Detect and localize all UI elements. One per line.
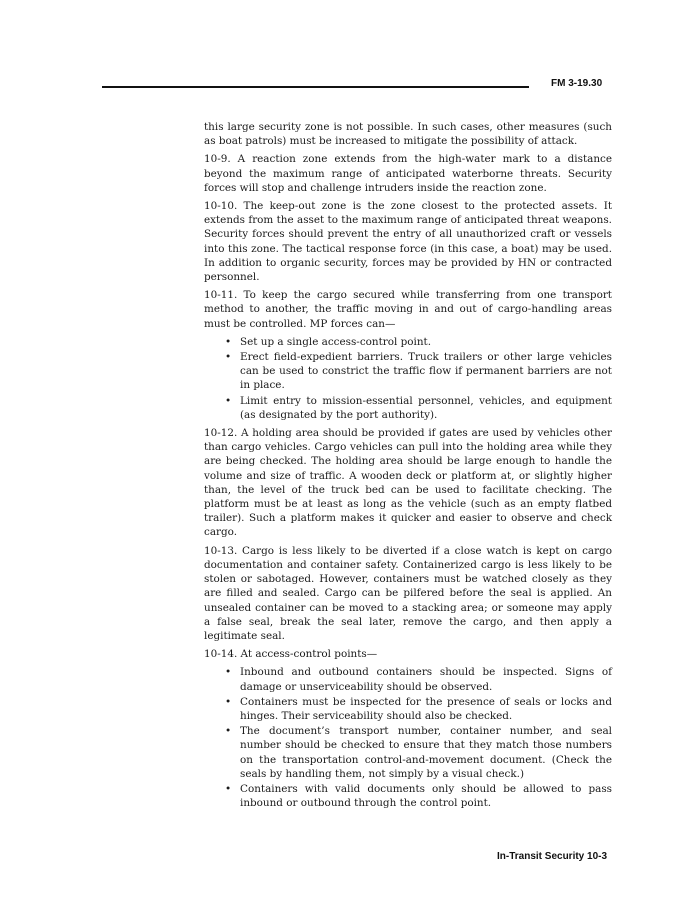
bullet-marker: •	[225, 335, 232, 348]
paragraph-10-9: 10-9. A reaction zone extends from the high-water mark to a distance beyond the maximum range of anticipated waterborne threats. Security forces will stop and challenge intruders inside the reaction zone.	[204, 153, 612, 194]
bullet-marker: •	[225, 725, 232, 738]
list-item	[225, 335, 612, 349]
bullet-marker: •	[225, 394, 232, 407]
list-item-text: Erect field-expedient barriers. Truck trailers or other large vehicles can be used to constrict the traffic flow if permanent barriers are not in place.	[240, 351, 612, 392]
bullet-marker: •	[225, 666, 232, 679]
list-item	[225, 350, 612, 393]
list-item-text: The document’s transport number, container number, and seal number should be checked to ensure that they match those numbers on the transportation control-and-movement document. (Check the seals by handling them, not simply by a visual check.)	[240, 725, 612, 780]
body-text	[204, 120, 612, 814]
list-item-text: Limit entry to mission-essential personnel, vehicles, and equipment (as designated by the port authority).	[240, 394, 612, 421]
bullet-list-10-11	[204, 335, 612, 422]
bullet-marker: •	[225, 351, 232, 364]
bullet-marker: •	[225, 782, 232, 795]
paragraph-continuation: this large security zone is not possible. In such cases, other measures (such as boat patrols) must be increased to mitigate the possibility of attack.	[204, 121, 612, 148]
list-item	[225, 695, 612, 723]
bullet-list-10-14	[204, 665, 612, 810]
paragraph-10-13: 10-13. Cargo is less likely to be diverted if a close watch is kept on cargo documentation and container safety. Containerized cargo is less likely to be stolen or sabotaged. However, containers must be watched closely as they are filled and sealed. Cargo can be pilfered before the seal is applied. An unsealed container can be moved to a stacking area; or someone may apply a false seal, break the seal later, remove the cargo, and then apply a legitimate seal.	[204, 544, 612, 642]
paragraph-10-14: 10-14. At access-control points—	[204, 648, 378, 661]
list-item-text: Set up a single access-control point.	[240, 335, 432, 348]
header-rule	[102, 86, 529, 88]
list-item-text: Inbound and outbound containers should be inspected. Signs of damage or unserviceability should be observed.	[240, 666, 612, 693]
list-item	[225, 665, 612, 693]
list-item	[225, 782, 612, 810]
paragraph-10-12: 10-12. A holding area should be provided if gates are used by vehicles other than cargo vehicles. Cargo vehicles can pull into the holding area while they are being checked. The holding area should be large enough to handle the volume and size of traffic. A wooden deck or platform at, or slightly higher than, the level of the truck bed can be used to facilitate checking. The platform must be at least as long as the vehicle (such as an empty flatbed trailer). Such a platform makes it quicker and easier to observe and check cargo.	[204, 427, 612, 539]
bullet-marker: •	[225, 695, 232, 708]
paragraph-10-10: 10-10. The keep-out zone is the zone closest to the protected assets. It extends from the asset to the maximum range of anticipated threat weapons. Security forces should prevent the entry of all unauthorized craft or vessels into this zone. The tactical response force (in this case, a boat) may be used. In addition to organic security, forces may be provided by HN or contracted personnel.	[204, 200, 612, 284]
manual-id: FM 3-19.30	[551, 78, 603, 89]
list-item-text: Containers must be inspected for the presence of seals or locks and hinges. Their serviceability should also be checked.	[240, 695, 612, 722]
list-item-text: Containers with valid documents only should be allowed to pass inbound or outbound through the control point.	[240, 782, 612, 810]
page-footer: In-Transit Security 10-3	[497, 851, 608, 862]
list-item	[225, 724, 612, 781]
list-item	[225, 394, 612, 422]
paragraph-10-11: 10-11. To keep the cargo secured while transferring from one transport method to another, the traffic moving in and out of cargo-handling areas must be controlled. MP forces can—	[204, 289, 612, 330]
